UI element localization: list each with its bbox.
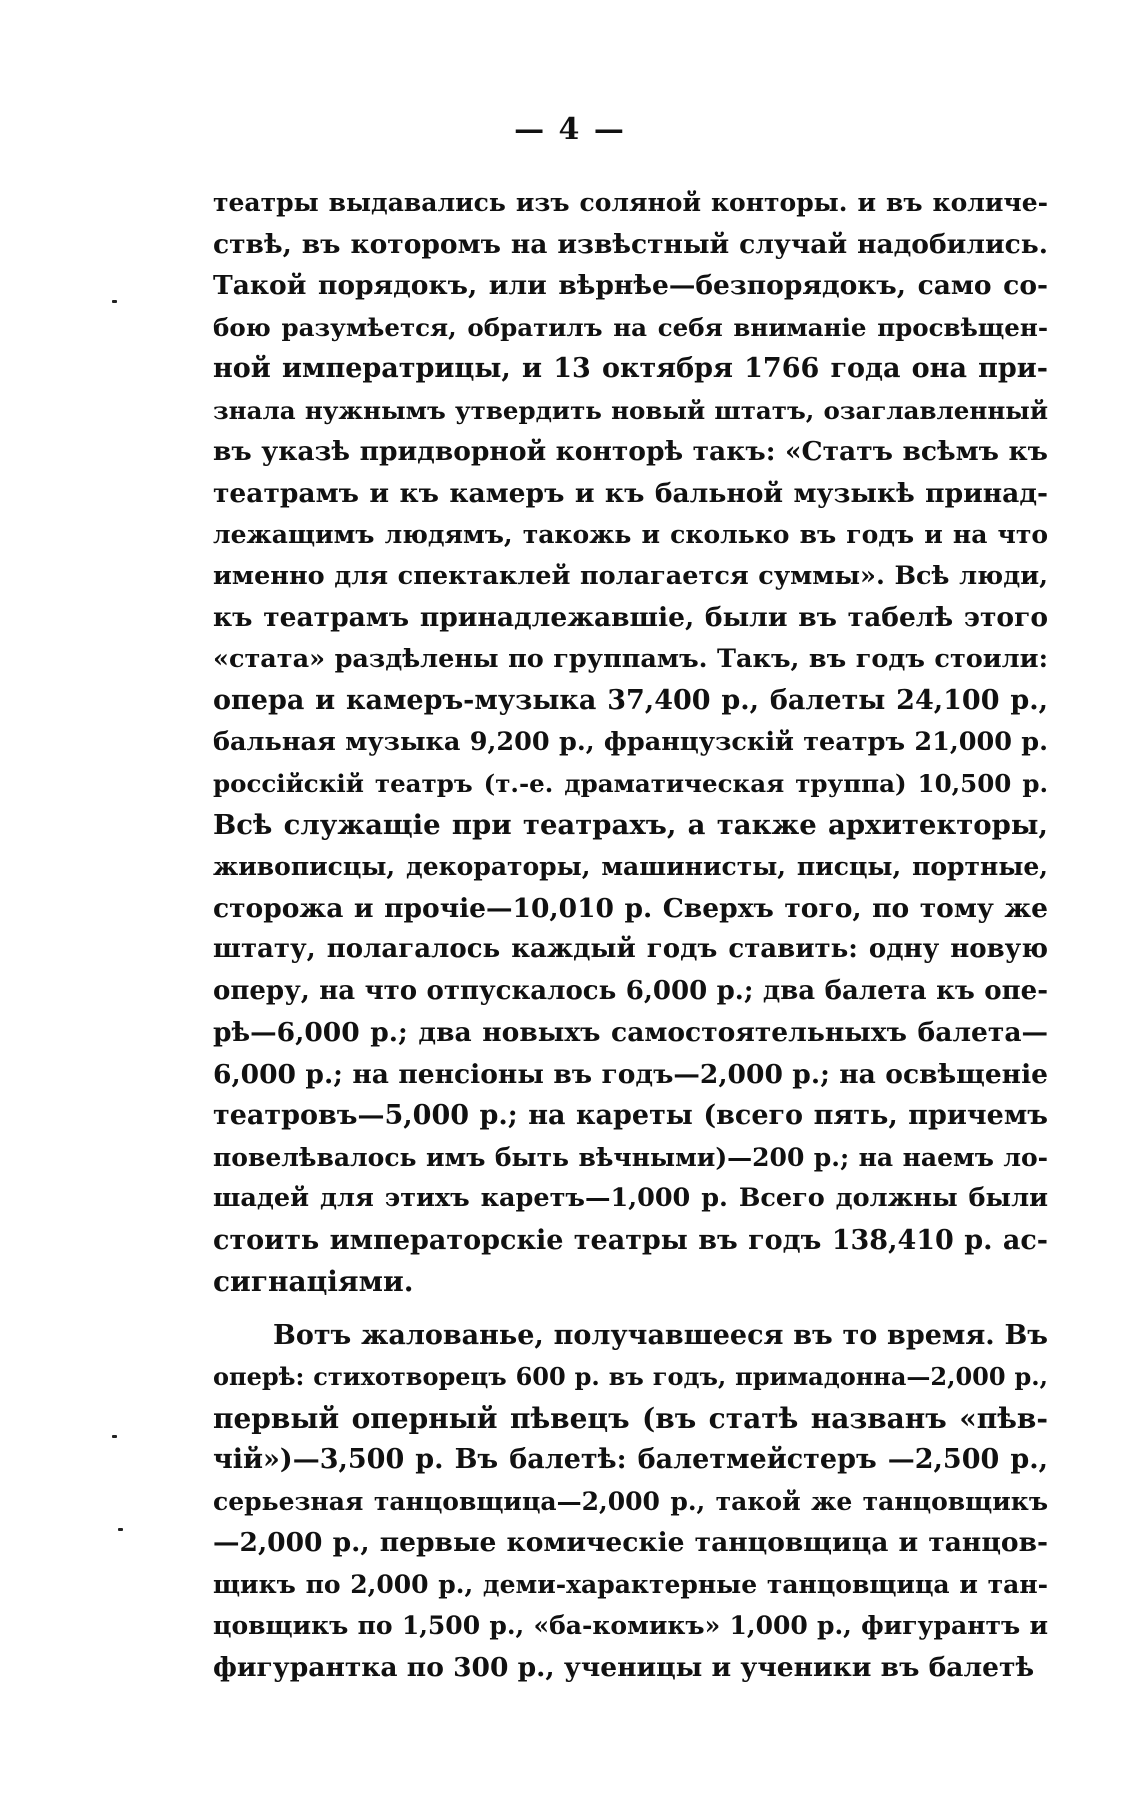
- text-line: Вотъ жалованье, получавшееся въ то время. Въ: [273, 1319, 1048, 1351]
- text-line: именно для спектаклей полагается суммы». Всѣ люди,: [213, 560, 1048, 591]
- text-line: оперѣ: стихотворецъ 600 р. въ годъ, примадонна—2,000 р.,: [213, 1362, 1048, 1391]
- paragraph-gap: [213, 1303, 1048, 1315]
- paragraph-2: [213, 1315, 1048, 1689]
- margin-mark: [112, 1435, 117, 1438]
- text-line: Всѣ служащіе при театрахъ, а также архитекторы,: [213, 808, 1048, 841]
- text-line: театры выдавались изъ соляной конторы. и въ количе-: [213, 188, 1048, 217]
- text-line: сигнаціями.: [213, 1265, 414, 1298]
- text-line: сторожа и прочіе—10,010 р. Сверхъ того, по тому же: [213, 892, 1048, 924]
- text-line: фигурантка по 300 р., ученицы и ученики въ балетѣ: [213, 1651, 1035, 1683]
- text-line: россійскій театръ (т.-е. драматическая труппа) 10,500 р.: [213, 769, 1048, 798]
- text-line: Такой порядокъ, или вѣрнѣе—безпорядокъ, само со-: [213, 270, 1048, 301]
- text-line: повелѣвалось имъ быть вѣчными)—200 р.; на наемъ ло-: [213, 1142, 1048, 1172]
- text-line: рѣ—6,000 р.; два новыхъ самостоятельныхъ балета—: [213, 1017, 1048, 1048]
- text-line: стоить императорскіе театры въ годъ 138,410 р. ас-: [213, 1224, 1048, 1256]
- text-line: оперу, на что отпускалось 6,000 р.; два балета къ опе-: [213, 975, 1048, 1006]
- margin-mark: [118, 1528, 123, 1531]
- text-line: —2,000 р., первые комическіе танцовщица и танцов-: [213, 1527, 1048, 1558]
- text-line: живописцы, декораторы, машинисты, писцы, портные,: [213, 852, 1048, 881]
- text-line: шадей для этихъ каретъ—1,000 р. Всего должны были: [213, 1183, 1048, 1213]
- text-line: бальная музыка 9,200 р., французскій театръ 21,000 р.: [213, 726, 1048, 757]
- text-line: театрамъ и къ камеръ и къ бальной музыкѣ принад-: [213, 477, 1048, 509]
- text-line: 6,000 р.; на пенсіоны въ годъ—2,000 р.; на освѣщеніе: [213, 1058, 1048, 1090]
- page-number: — 4 —: [514, 112, 626, 147]
- text-line: ствѣ, въ которомъ на извѣстный случай надобились.: [213, 228, 1048, 260]
- text-line: театровъ—5,000 р.; на кареты (всего пять, причемъ: [213, 1100, 1048, 1131]
- text-line: знала нужнымъ утвердить новый штатъ, озаглавленный: [213, 395, 1048, 425]
- body-text: [213, 182, 1048, 1688]
- text-line: лежащимъ людямъ, такожь и сколько въ годъ и на что: [213, 520, 1048, 549]
- text-line: цовщикъ по 1,500 р., «ба-комикъ» 1,000 р., фигурантъ и: [213, 1611, 1048, 1640]
- text-line: ной императрицы, и 13 октября 1766 года она при-: [213, 353, 1048, 384]
- paragraph-1: [213, 182, 1048, 1303]
- margin-mark: [112, 300, 117, 303]
- text-line: первый оперный пѣвецъ (въ статѣ названъ «пѣв-: [213, 1401, 1048, 1435]
- text-line: серьезная танцовщица—2,000 р., такой же танцовщикъ: [213, 1486, 1048, 1516]
- text-line: штату, полагалось каждый годъ ставить: одну новую: [213, 934, 1048, 964]
- text-line: къ театрамъ принадлежавшіе, были въ табелѣ этого: [213, 602, 1048, 633]
- text-line: бою разумѣется, обратилъ на себя вниманіе просвѣщен-: [213, 312, 1048, 342]
- text-line: чій»)—3,500 р. Въ балетѣ: балетмейстеръ —2,500 р.,: [213, 1444, 1048, 1475]
- text-line: опера и камеръ-музыка 37,400 р., балеты 24,100 р.,: [213, 685, 1048, 716]
- text-line: въ указѣ придворной конторѣ такъ: «Статъ всѣмъ къ: [213, 436, 1048, 467]
- text-line: «стата» раздѣлены по группамъ. Такъ, въ годъ стоили:: [213, 643, 1048, 674]
- text-line: щикъ по 2,000 р., деми-характерные танцовщица и тан-: [213, 1569, 1048, 1599]
